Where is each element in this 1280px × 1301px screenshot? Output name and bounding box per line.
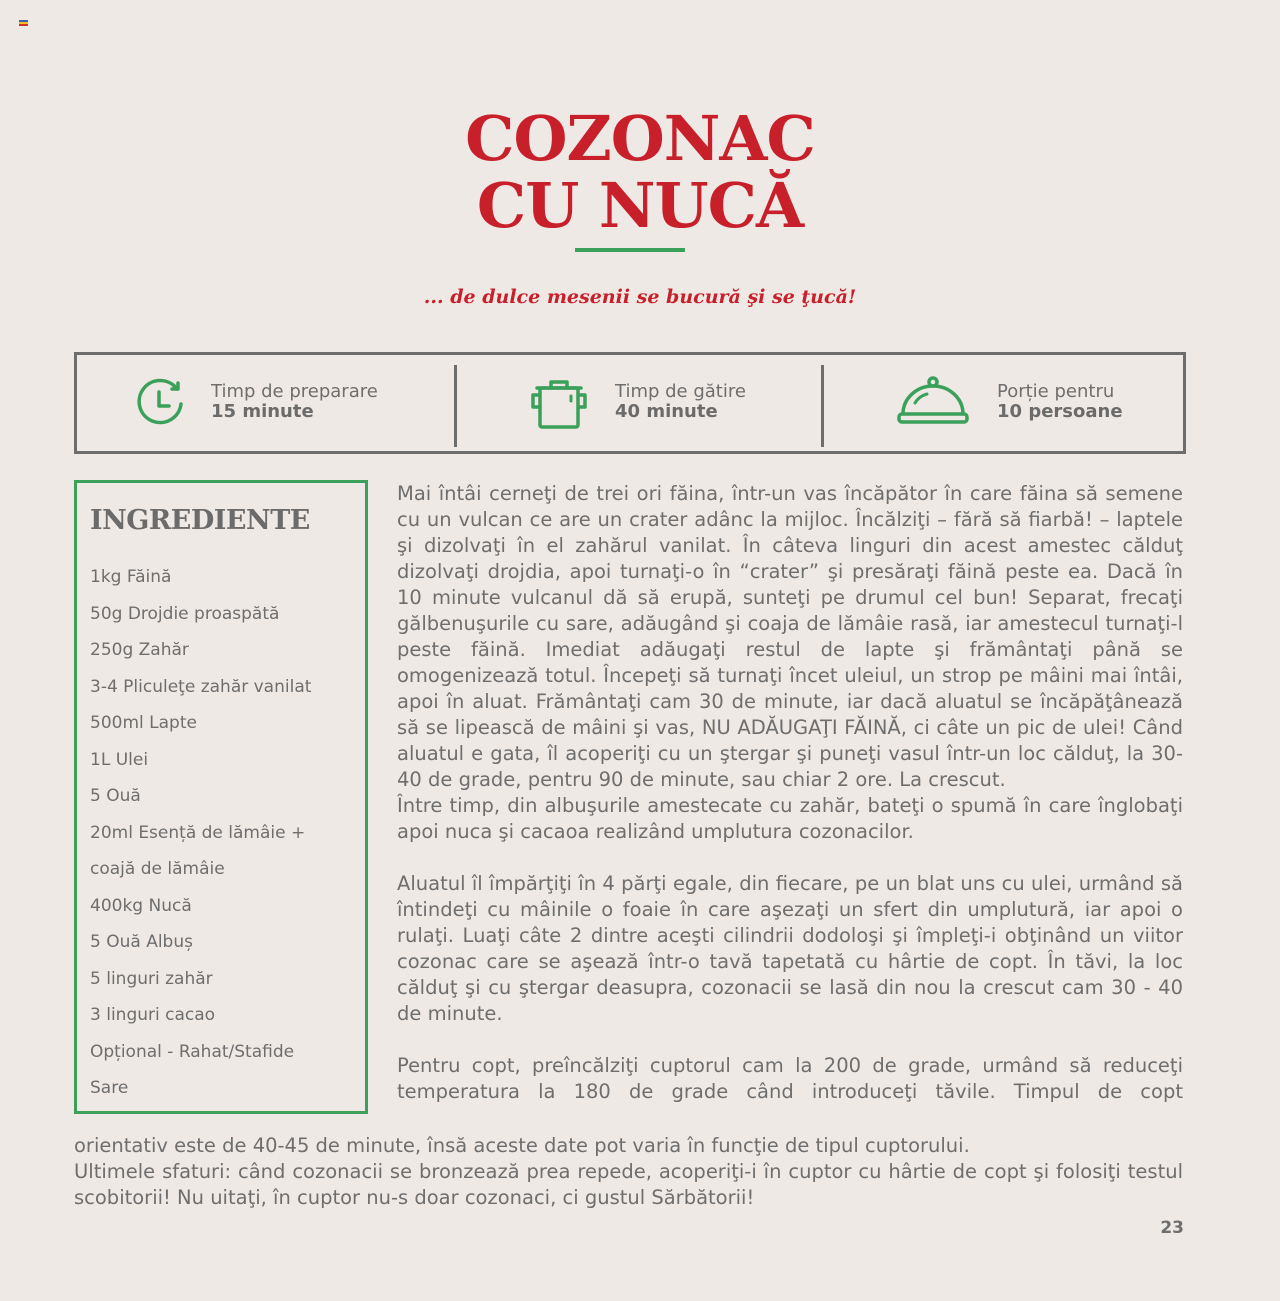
instructions-paragraph: Pentru copt, preîncălziţi cuptorul cam la 200 de grade, urmând să reduceţi temperatura la 180 de grade când introduceţi tăvile. Timpul de copt: [397, 1054, 1183, 1103]
instructions-column: [397, 481, 1183, 1105]
recipe-title-line2: CU NUCĂ: [476, 169, 804, 242]
ingredient-item: Sare: [90, 1078, 129, 1098]
instructions-paragraph: orientativ este de 40-45 de minute, însă aceste date pot varia în funcţie de tipul cuptorului.: [74, 1134, 970, 1157]
info-separator: [454, 365, 457, 447]
instructions-paragraph: Mai întâi cerneţi de trei ori făina, într-un vas încăpător în care făina să semene cu un vulcan ce are un crater adânc la mijloc. Încălziţi – fără să fiarbă! – laptele şi dizolvaţi în el zahărul vanilat. În câteva linguri din acest amestec călduţ dizolvaţi drojdia, apoi turnaţi-o în “crater” şi presăraţi făină peste ea. Dacă în 10 minute vulcanul dă să erupă, sunteţi pe drumul cel bun! Separat, frecaţi gălbenuşurile cu sare, adăugând şi coaja de lămâie rasă, iar amestecul turnaţi-l peste făină. Imediat adăugaţi restul de lapte şi frământaţi până se omogenizează totul. Începeţi să turnaţi încet uleiul, un strop pe mâini mai întâi, apoi în aluat. Frământaţi cam 30 de minute, iar dacă aluatul se încăpăţânează să se lipească de mâini şi vas, NU ADĂUGAŢI FĂINĂ, ci câte un pic de ulei! Când aluatul e gata, îl acoperiţi cu un ştergar şi puneţi vasul într-un loc călduţ, la 30-40 de grade, pentru 90 de minute, sau chiar 2 ore. La crescut.: [397, 482, 1183, 791]
ingredient-item: 500ml Lapte: [90, 713, 197, 733]
ingredient-item: 1L Ulei: [90, 749, 149, 770]
ingredient-item: 3 linguri cacao: [90, 1005, 216, 1025]
title-divider: [575, 248, 685, 252]
cooking-pot-icon: [529, 377, 589, 431]
ingredient-item: 400kg Nucă: [90, 895, 192, 916]
ingredient-item: 50g Drojdie proaspătă: [90, 603, 280, 624]
cook-time-label: Timp de gătire: [615, 381, 746, 402]
instructions-paragraph: Aluatul îl împărţiţi în 4 părţi egale, din fiecare, pe un blat uns cu ulei, urmând să întindeţi cu mâinile o foaie în care aşezaţi un sfert din umplutură, iar apoi o rulaţi. Luaţi câte 2 dintre aceşti cilindrii dodoloşi şi împleţi-i obţinând un viitor cozonac care se aşează într-o tavă tapetată cu hârtie de copt. În tăvi, la loc călduţ şi cu ştergar deasupra, cozonacii se lasă din nou la crescut cam 30 - 40 de minute.: [397, 872, 1183, 1025]
instructions-paragraph: Între timp, din albuşurile amestecate cu zahăr, bateţi o spumă în care înglobaţi apoi nuca şi cacaoa realizând umplutura cozonacilor.: [397, 794, 1183, 843]
ingredient-item: 5 linguri zahăr: [90, 968, 213, 989]
servings-label: Porție pentru: [997, 381, 1115, 402]
ingredients-list: [90, 562, 311, 1110]
ingredient-item: 5 Ouă Albuș: [90, 932, 193, 952]
ingredient-item: Opțional - Rahat/Stafide: [90, 1041, 295, 1062]
ingredient-item: 20ml Esență de lămâie +: [90, 822, 306, 843]
ingredients-box: [74, 480, 368, 1114]
info-separator: [821, 365, 824, 447]
instructions-full-width: [74, 1133, 1183, 1211]
recipe-tagline: ... de dulce mesenii se bucură şi se ţucă!: [423, 286, 857, 308]
recipe-title-line1: COZONAC: [465, 102, 815, 175]
prep-time-value: 15 minute: [211, 401, 314, 422]
ingredient-item: 1kg Făină: [90, 567, 172, 587]
page-number: 23: [1160, 1218, 1184, 1238]
ingredient-item: 5 Ouă: [90, 786, 141, 806]
servings-info: [997, 382, 1123, 422]
servings-value: 10 persoane: [997, 401, 1123, 422]
instructions-paragraph: Ultimele sfaturi: când cozonacii se bronzează prea repede, acoperiţi-i în cuptor cu hârtie de copt şi folosiţi testul scobitorii! Nu uitaţi, în cuptor nu-s doar cozonaci, ci gustul Sărbătorii!: [74, 1160, 1183, 1209]
ingredients-title: INGREDIENTE: [90, 505, 310, 536]
ingredient-item: 3-4 Pliculeţe zahăr vanilat: [90, 676, 312, 697]
ingredient-item: coajă de lămâie: [90, 859, 225, 879]
recipe-info-box: [74, 352, 1186, 454]
clock-icon: [133, 377, 187, 431]
cook-time-value: 40 minute: [615, 401, 718, 422]
prep-time-info: [211, 382, 378, 422]
ingredient-item: 250g Zahăr: [90, 640, 189, 660]
prep-time-label: Timp de preparare: [211, 381, 378, 402]
cook-time-info: [615, 382, 746, 422]
corner-color-mark: [19, 20, 28, 26]
serving-dish-icon: [895, 375, 971, 427]
